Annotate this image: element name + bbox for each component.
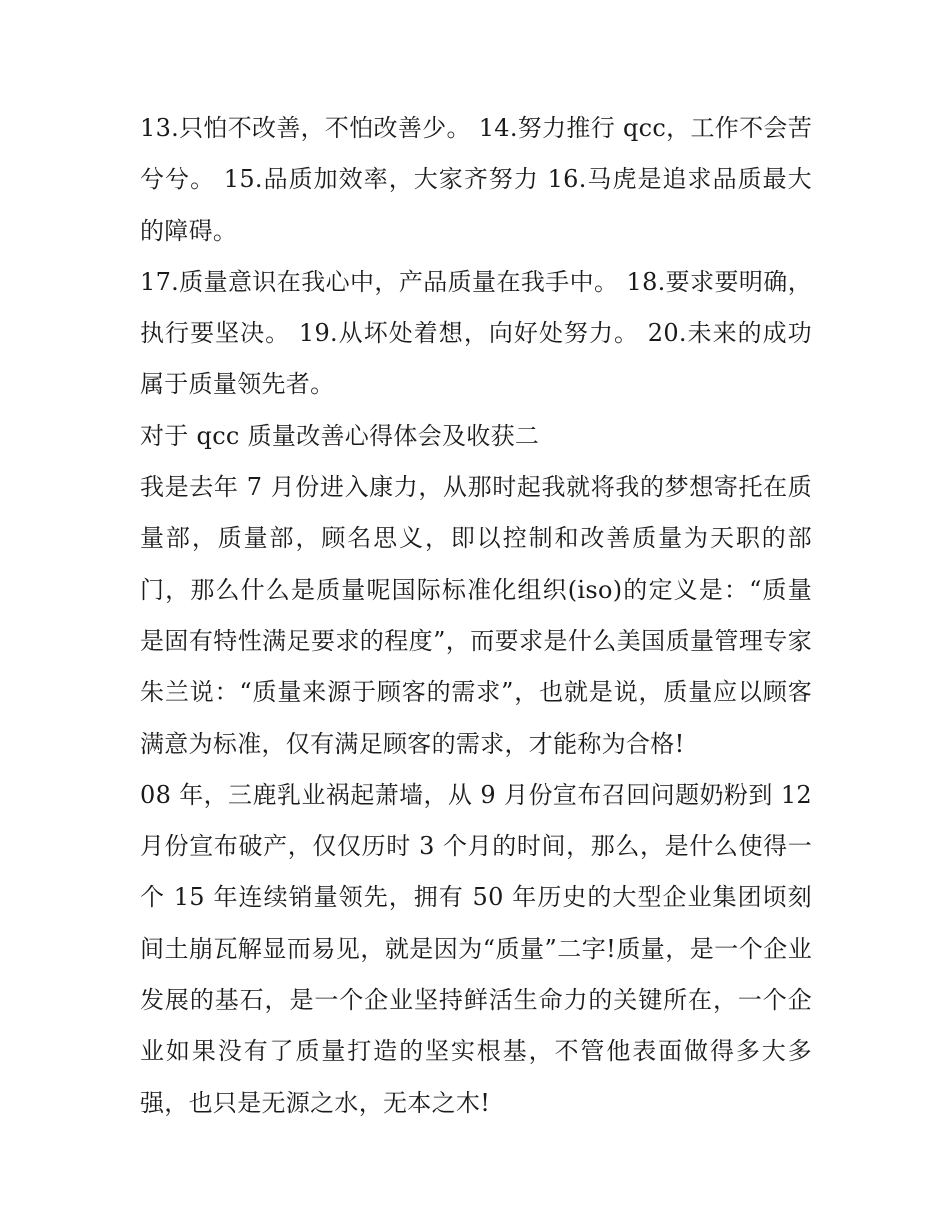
section-heading: 对于 qcc 质量改善心得体会及收获二	[140, 421, 540, 450]
document-body	[140, 103, 812, 1129]
paragraph-sanlu-case: 08 年，三鹿乳业祸起萧墙，从 9 月份宣布召回问题奶粉到 12 月份宣布破产，仅仅历时 3 个月的时间，那么，是什么使得一个 15 年连续销量领先，拥有 50 年历史的大型企业集团顷刻间土崩瓦解显而易见，就是因为“质量”二字!质量，是一个企业发展的基石，是一个企业坚持鲜活生命力的关键所在，一个企业如果没有了质量打造的坚实根基，不管他表面做得多大多强，也只是无源之水，无本之木!	[140, 780, 812, 1117]
paragraph-slogans-13-16: 13.只怕不改善，不怕改善少。 14.努力推行 qcc，工作不会苦兮兮。 15.品质加效率，大家齐努力 16.马虎是追求品质最大的障碍。	[140, 114, 812, 245]
paragraph-slogans-17-20: 17.质量意识在我心中，产品质量在我手中。 18.要求要明确，执行要坚决。 19.从坏处着想，向好处努力。 20.未来的成功属于质量领先者。	[140, 267, 812, 399]
paragraph-quality-definition: 我是去年 7 月份进入康力，从那时起我就将我的梦想寄托在质量部，质量部，顾名思义，即以控制和改善质量为天职的部门，那么什么是质量呢国际标准化组织(iso)的定义是：“质量是固有特性满足要求的程度”，而要求是什么美国质量管理专家朱兰说：“质量来源于顾客的需求”，也就是说，质量应以顾客满意为标准，仅有满足顾客的需求，才能称为合格!	[140, 473, 812, 758]
